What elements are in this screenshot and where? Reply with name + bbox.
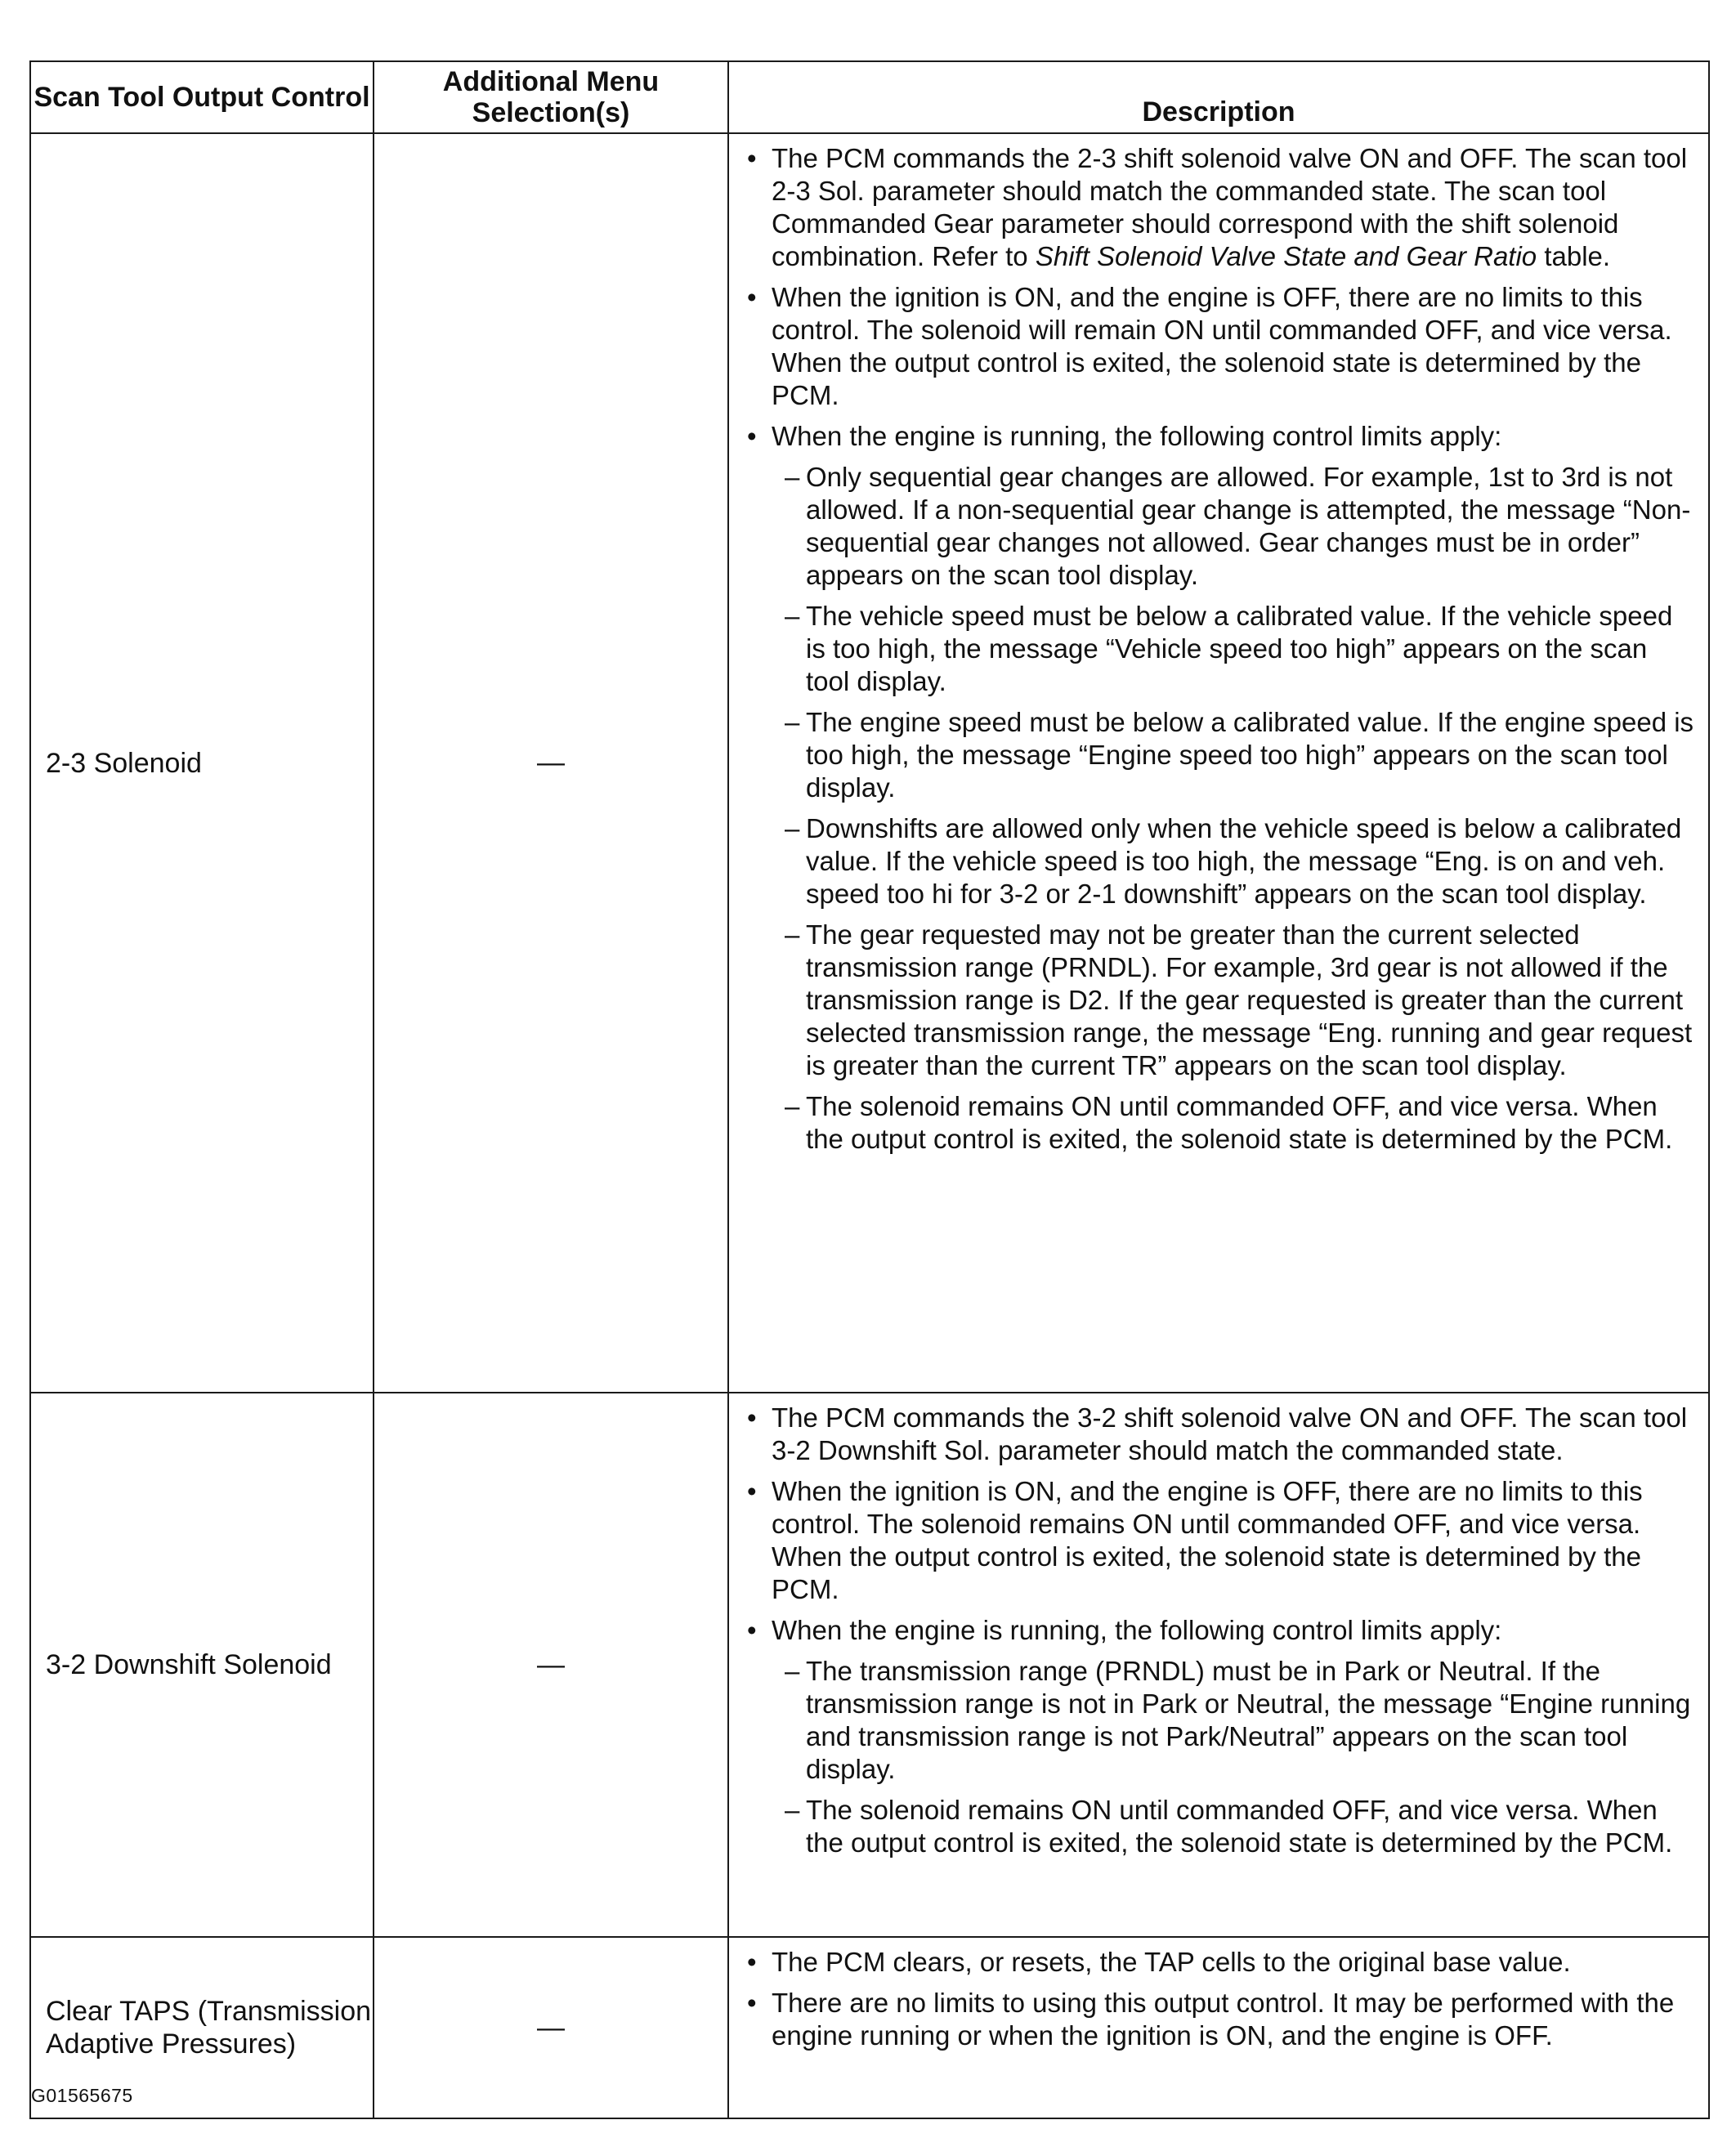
table-row — [30, 1937, 1709, 2118]
menu-selection: — — [374, 1393, 728, 1937]
header-output-control: Scan Tool Output Control — [30, 61, 374, 133]
description-bullet: • When the engine is running, the following control limits apply: — [744, 1614, 1697, 1647]
header-description — [728, 61, 1709, 133]
figure-id: G01565675 — [31, 2085, 133, 2106]
description-cell — [728, 1937, 1709, 2118]
description-bullet: • The PCM commands the 3-2 shift solenoid valve ON and OFF. The scan tool 3-2 Downshift Sol. parameter should match the commanded state. — [744, 1402, 1697, 1467]
output-control-name: Clear TAPS (Transmission Adaptive Pressures) — [30, 1937, 374, 2118]
table-row — [30, 1393, 1709, 1937]
table-row — [30, 133, 1709, 1393]
control-limit-item: – The gear requested may not be greater than the current selected transmission range (PRNDL). For example, 3rd gear is not allowed if the transmission range is D2. If the gear requested is greater than the current selected transmission range, the message “Eng. running and gear request is greater than the current TR” appears on the scan tool display. — [744, 919, 1697, 1082]
description-bullet — [744, 142, 1697, 273]
bullet-text: The PCM commands the 2-3 shift solenoid valve ON and OFF. The scan tool 2-3 Sol. parameter should match the commanded state. The scan tool Commanded Gear parameter should correspond with the shift solenoid combination. Refer to — [772, 143, 1688, 271]
output-control-name: 2-3 Solenoid — [30, 133, 374, 1393]
scan-tool-output-control-table — [29, 60, 1710, 2119]
bullet-text: table. — [1537, 241, 1611, 271]
control-limit-item: – Downshifts are allowed only when the vehicle speed is below a calibrated value. If the vehicle speed is too high, the message “Eng. is on and veh. speed too hi for 3-2 or 2-1 downshift” appears on the scan tool display. — [744, 812, 1697, 910]
description-bullet: • When the ignition is ON, and the engine is OFF, there are no limits to this control. The solenoid remains ON until commanded OFF, and vice versa. When the output control is exited, the solenoid state is determined by the PCM. — [744, 1475, 1697, 1606]
table-header-row — [30, 61, 1709, 133]
output-control-name: 3-2 Downshift Solenoid — [30, 1393, 374, 1937]
menu-selection: — — [374, 1937, 728, 2118]
menu-selection: — — [374, 133, 728, 1393]
control-limit-item: – The solenoid remains ON until commanded OFF, and vice versa. When the output control is exited, the solenoid state is determined by the PCM. — [744, 1090, 1697, 1156]
description-cell — [728, 1393, 1709, 1937]
table-reference: Shift Solenoid Valve State and Gear Ratio — [1035, 241, 1537, 271]
description-bullet: • The PCM clears, or resets, the TAP cells to the original base value. — [744, 1946, 1697, 1979]
description-cell — [728, 133, 1709, 1393]
control-limit-item: – Only sequential gear changes are allowed. For example, 1st to 3rd is not allowed. If a non-sequential gear change is attempted, the message “Non-sequential gear changes not allowed. Gear changes must be in order” appears on the scan tool display. — [744, 461, 1697, 592]
control-limit-item: – The vehicle speed must be below a calibrated value. If the vehicle speed is too high, the message “Vehicle speed too high” appears on the scan tool display. — [744, 600, 1697, 698]
control-limit-item: – The solenoid remains ON until commanded OFF, and vice versa. When the output control is exited, the solenoid state is determined by the PCM. — [744, 1794, 1697, 1859]
description-bullet: • When the engine is running, the following control limits apply: — [744, 420, 1697, 453]
description-bullet: • There are no limits to using this output control. It may be performed with the engine running or when the ignition is ON, and the engine is OFF. — [744, 1987, 1697, 2052]
header-additional-menu: Additional Menu Selection(s) — [374, 61, 728, 133]
description-bullet: • When the ignition is ON, and the engine is OFF, there are no limits to this control. The solenoid will remain ON until commanded OFF, and vice versa. When the output control is exited, the solenoid state is determined by the PCM. — [744, 281, 1697, 412]
control-limit-item: – The engine speed must be below a calibrated value. If the engine speed is too high, the message “Engine speed too high” appears on the scan tool display. — [744, 706, 1697, 804]
header-description-label: Description — [1142, 96, 1295, 127]
control-limit-item: – The transmission range (PRNDL) must be in Park or Neutral. If the transmission range is not in Park or Neutral, the message “Engine running and transmission range is not Park/Neutral” appears on the scan tool display. — [744, 1655, 1697, 1786]
